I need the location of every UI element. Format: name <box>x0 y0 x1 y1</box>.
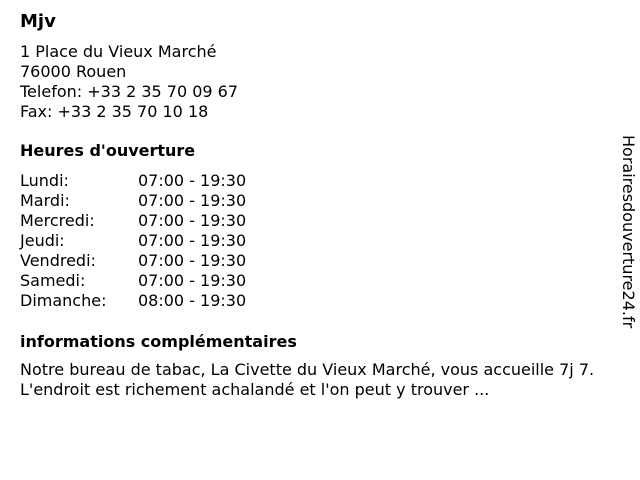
hours-day-label: Jeudi: <box>20 231 65 250</box>
additional-info-text: Notre bureau de tabac, La Civette du Vieux Marché, vous accueille 7j 7. L'endroit est richement achalandé et l'on peut y trouver ... <box>20 360 595 399</box>
contact-block <box>20 42 620 122</box>
fax-number: Fax: +33 2 35 70 10 18 <box>20 102 209 121</box>
opening-hours-table <box>20 171 620 311</box>
hours-row-saturday <box>20 271 620 291</box>
hours-row-thursday <box>20 231 620 251</box>
hours-day-label: Samedi: <box>20 271 86 290</box>
additional-info-heading: informations complémentaires <box>20 332 297 351</box>
hours-day-label: Mardi: <box>20 191 70 210</box>
hours-time-value: 07:00 - 19:30 <box>138 211 247 230</box>
hours-day-label: Vendredi: <box>20 251 96 270</box>
address-line-street: 1 Place du Vieux Marché <box>20 42 217 61</box>
business-name: Mjv <box>20 11 56 32</box>
hours-time-value: 07:00 - 19:30 <box>138 171 247 190</box>
hours-day-label: Lundi: <box>20 171 69 190</box>
hours-row-sunday <box>20 291 620 311</box>
phone-number: Telefon: +33 2 35 70 09 67 <box>20 82 239 101</box>
hours-day-label: Mercredi: <box>20 211 95 230</box>
business-card <box>20 10 620 400</box>
hours-row-tuesday <box>20 191 620 211</box>
hours-row-friday <box>20 251 620 271</box>
hours-time-value: 07:00 - 19:30 <box>138 251 247 270</box>
hours-time-value: 07:00 - 19:30 <box>138 231 247 250</box>
hours-day-label: Dimanche: <box>20 291 107 310</box>
address-line-city: 76000 Rouen <box>20 62 127 81</box>
opening-hours-heading: Heures d'ouverture <box>20 141 196 160</box>
hours-time-value: 07:00 - 19:30 <box>138 271 247 290</box>
site-watermark: Horairesdouverture24.fr <box>619 135 638 329</box>
hours-time-value: 08:00 - 19:30 <box>138 291 247 310</box>
hours-time-value: 07:00 - 19:30 <box>138 191 247 210</box>
hours-row-wednesday <box>20 211 620 231</box>
hours-row-monday <box>20 171 620 191</box>
